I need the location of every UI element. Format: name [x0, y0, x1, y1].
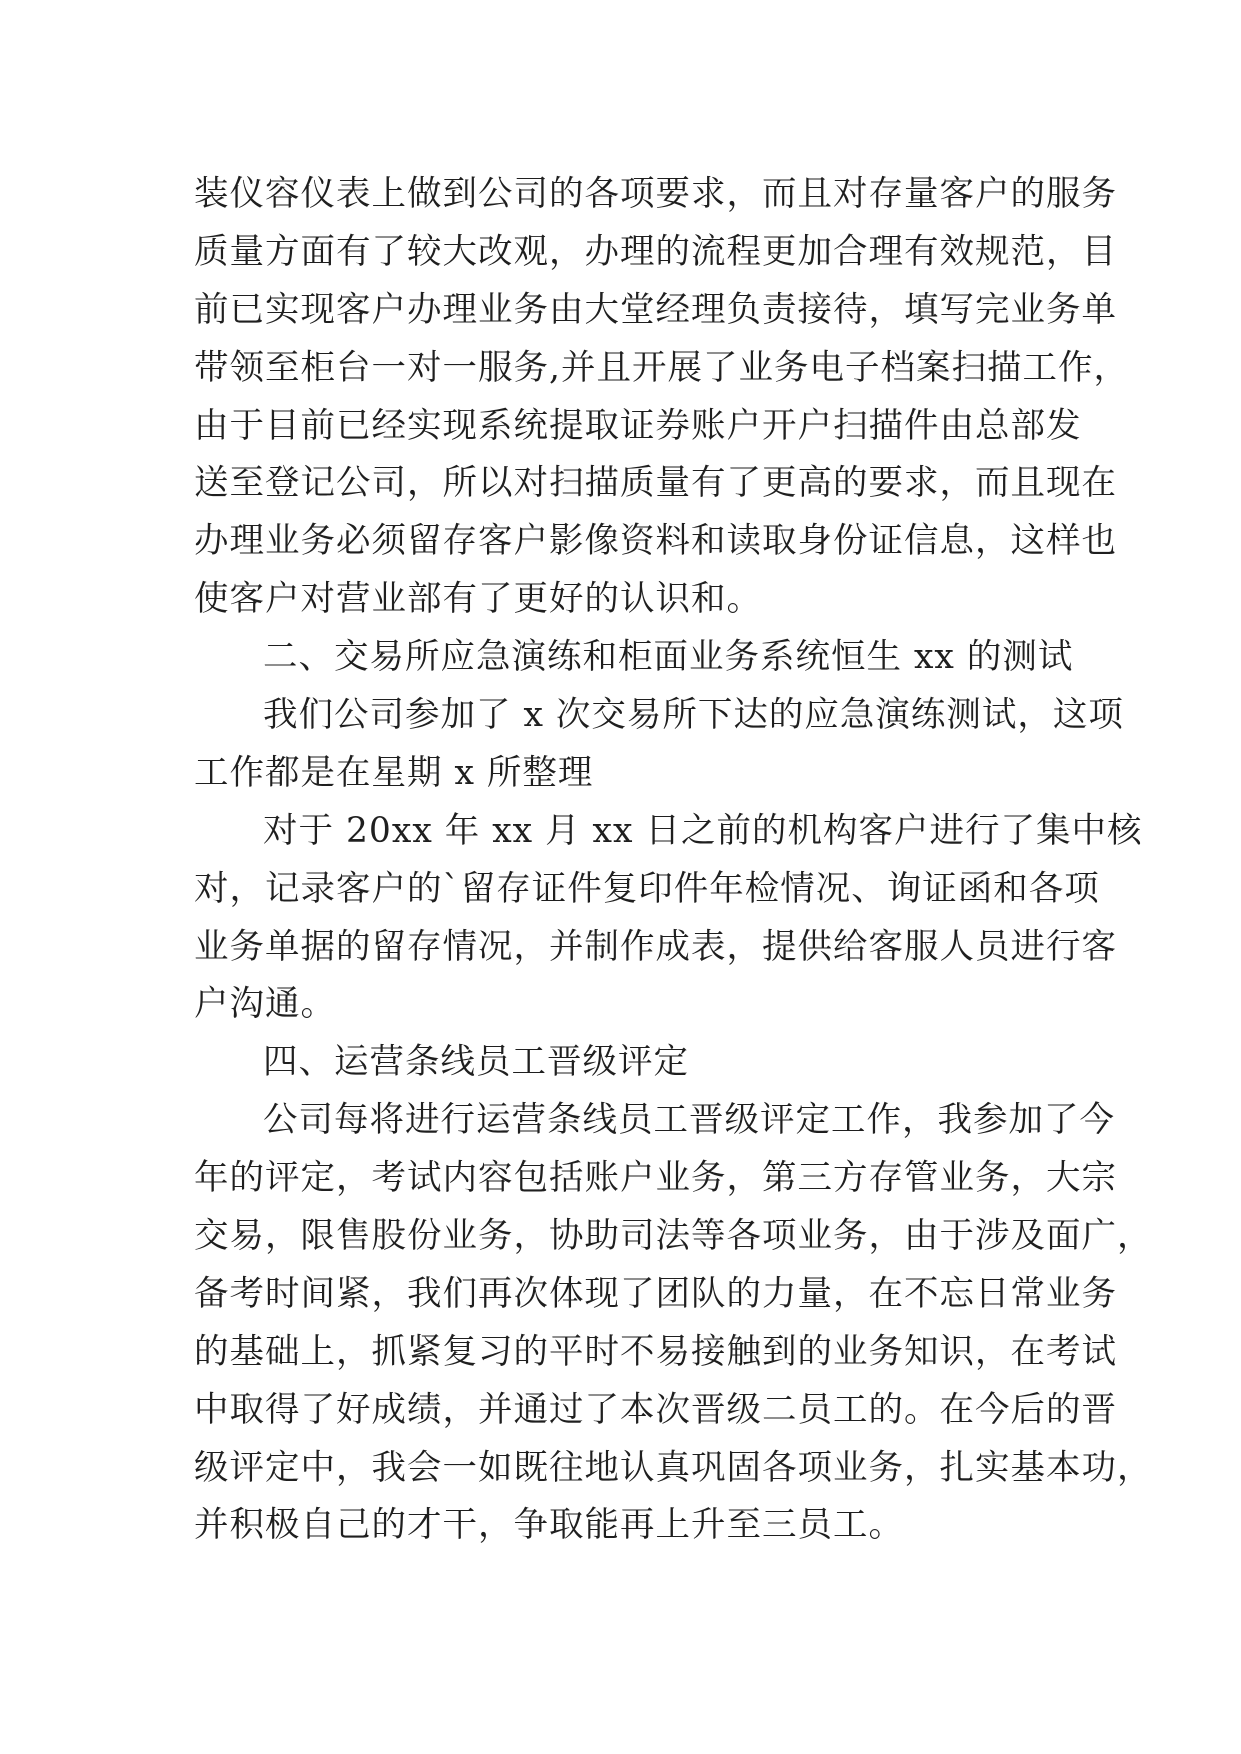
- text-line: 质量方面有了较大改观，办理的流程更加合理有效规范，目: [194, 231, 1117, 272]
- text-line: 并积极自己的才干，争取能再上升至三员工。: [194, 1505, 904, 1546]
- text-line: 的基础上，抓紧复习的平时不易接触到的业务知识，在考试: [194, 1331, 1117, 1372]
- text-line: 由于目前已经实现系统提取证券账户开户扫描件由总部发: [194, 405, 1082, 446]
- text-line: 交易，限售股份业务，协助司法等各项业务，由于涉及面广，: [194, 1216, 1153, 1257]
- text-line: 我们公司参加了 x 次交易所下达的应急演练测试，这项: [263, 695, 1124, 736]
- text-line: 工作都是在星期 x 所整理: [194, 752, 594, 793]
- text-line: 送至登记公司，所以对扫描质量有了更高的要求，而且现在: [194, 463, 1117, 504]
- text-line: 对，记录客户的`留存证件复印件年检情况、询证函和各项: [194, 868, 1100, 909]
- text-line: 前已实现客户办理业务由大堂经理负责接待，填写完业务单: [194, 289, 1117, 330]
- text-line: 带领至柜台一对一服务,并且开展了业务电子档案扫描工作，: [194, 347, 1129, 388]
- text-line: 备考时间紧，我们再次体现了团队的力量，在不忘日常业务: [194, 1273, 1117, 1314]
- text-line: 对于 20xx 年 xx 月 xx 日之前的机构客户进行了集中核: [263, 810, 1143, 851]
- document-body: [194, 166, 1153, 1555]
- text-line: 级评定中，我会一如既往地认真巩固各项业务，扎实基本功，: [194, 1447, 1153, 1488]
- text-line: 年的评定，考试内容包括账户业务，第三方存管业务，大宗: [194, 1158, 1117, 1199]
- text-line: 使客户对营业部有了更好的认识和。: [194, 579, 762, 620]
- text-line: 公司每将进行运营条线员工晋级评定工作，我参加了今: [263, 1100, 1115, 1141]
- text-line: 四、运营条线员工晋级评定: [263, 1042, 689, 1083]
- text-line: 二、交易所应急演练和柜面业务系统恒生 xx 的测试: [263, 637, 1074, 678]
- text-line: 装仪容仪表上做到公司的各项要求，而且对存量客户的服务: [194, 174, 1117, 214]
- text-line: 户沟通。: [194, 984, 336, 1025]
- text-line: 中取得了好成绩，并通过了本次晋级二员工的。在今后的晋: [194, 1389, 1117, 1430]
- text-line: 办理业务必须留存客户影像资料和读取身份证信息，这样也: [194, 521, 1117, 562]
- text-line: 业务单据的留存情况，并制作成表，提供给客服人员进行客: [194, 926, 1117, 967]
